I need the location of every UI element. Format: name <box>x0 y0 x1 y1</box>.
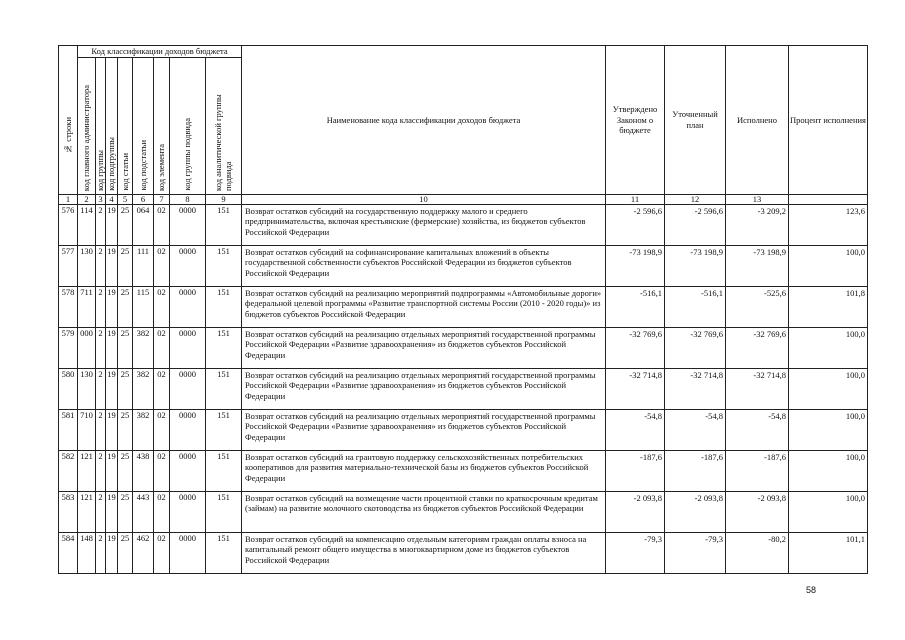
code-subtype-group: 0000 <box>170 286 206 327</box>
code-admin: 114 <box>78 204 96 245</box>
code-group: 2 <box>96 491 106 532</box>
percent-executed: 100,0 <box>789 368 868 409</box>
executed-amount: -3 209,2 <box>726 204 789 245</box>
code-subarticle: 064 <box>133 204 154 245</box>
approved-amount: -2 093,8 <box>606 491 665 532</box>
code-subarticle: 462 <box>133 532 154 573</box>
code-admin: 711 <box>78 286 96 327</box>
row-number: 577 <box>59 245 78 286</box>
code-article: 25 <box>118 532 133 573</box>
refined-amount: -32 714,8 <box>665 368 726 409</box>
code-group: 2 <box>96 532 106 573</box>
code-subtype-group: 0000 <box>170 409 206 450</box>
code-subtype-group: 0000 <box>170 532 206 573</box>
approved-amount: -516,1 <box>606 286 665 327</box>
header-code-admin: код главного администратора <box>78 57 96 194</box>
column-number-row <box>59 194 868 204</box>
code-article: 25 <box>118 409 133 450</box>
budget-revenue-table <box>58 45 868 574</box>
code-subgroup: 19 <box>106 450 118 491</box>
executed-amount: -32 769,6 <box>726 327 789 368</box>
column-number: 4 <box>106 194 118 204</box>
code-subarticle: 382 <box>133 368 154 409</box>
percent-executed: 123,6 <box>789 204 868 245</box>
revenue-name: Возврат остатков субсидий на реализацию отдельных мероприятий государственной программы Российской Федерации «Развитие здравоохранения» из бюджетов субъектов Российской Федерации <box>242 409 606 450</box>
code-group: 2 <box>96 204 106 245</box>
column-number: 8 <box>170 194 206 204</box>
code-subtype-group: 0000 <box>170 491 206 532</box>
column-number: 9 <box>206 194 242 204</box>
column-number: 13 <box>726 194 789 204</box>
executed-amount: -525,6 <box>726 286 789 327</box>
code-analytic-group: 151 <box>206 245 242 286</box>
revenue-name: Возврат остатков субсидий на реализацию отдельных мероприятий государственной программы Российской Федерации «Развитие здравоохранения» из бюджетов субъектов Российской Федерации <box>242 327 606 368</box>
column-number: 12 <box>665 194 726 204</box>
code-analytic-group: 151 <box>206 204 242 245</box>
code-subarticle: 111 <box>133 245 154 286</box>
row-number: 581 <box>59 409 78 450</box>
header-code-subtype-group: код группы подвида <box>170 57 206 194</box>
code-group: 2 <box>96 245 106 286</box>
table-row <box>59 491 868 532</box>
refined-amount: -516,1 <box>665 286 726 327</box>
header-code-subarticle: код подстатьи <box>133 57 154 194</box>
row-number: 584 <box>59 532 78 573</box>
row-number: 582 <box>59 450 78 491</box>
column-number: 6 <box>133 194 154 204</box>
code-admin: 710 <box>78 409 96 450</box>
revenue-name: Возврат остатков субсидий на реализацию мероприятий подпрограммы «Автомобильные дороги» федеральной целевой программы «Развитие транспортной системы России (2010 - 2020 годы)» из бюджетов субъектов Российской Федерации <box>242 286 606 327</box>
code-admin: 000 <box>78 327 96 368</box>
code-article: 25 <box>118 491 133 532</box>
code-group: 2 <box>96 286 106 327</box>
column-number: 1 <box>59 194 78 204</box>
header-code-element: код элемента <box>154 57 170 194</box>
code-subgroup: 19 <box>106 286 118 327</box>
refined-amount: -54,8 <box>665 409 726 450</box>
code-subarticle: 115 <box>133 286 154 327</box>
code-analytic-group: 151 <box>206 409 242 450</box>
revenue-name: Возврат остатков субсидий на софинансирование капитальных вложений в объекты государственной собственности субъектов Российской Федерации из бюджетов субъектов Российской Федерации <box>242 245 606 286</box>
code-subgroup: 19 <box>106 409 118 450</box>
code-element: 02 <box>154 491 170 532</box>
code-article: 25 <box>118 245 133 286</box>
code-subtype-group: 0000 <box>170 327 206 368</box>
code-subtype-group: 0000 <box>170 204 206 245</box>
column-number <box>789 194 868 204</box>
percent-executed: 100,0 <box>789 245 868 286</box>
revenue-name: Возврат остатков субсидий на компенсацию отдельным категориям граждан оплаты взноса на капитальный ремонт общего имущества в многоквартирном доме из бюджетов субъектов Российской Федерации <box>242 532 606 573</box>
refined-amount: -187,6 <box>665 450 726 491</box>
column-number: 5 <box>118 194 133 204</box>
code-subtype-group: 0000 <box>170 450 206 491</box>
code-article: 25 <box>118 327 133 368</box>
executed-amount: -2 093,8 <box>726 491 789 532</box>
code-element: 02 <box>154 204 170 245</box>
header-row-number: № строки <box>59 46 78 195</box>
approved-amount: -2 596,6 <box>606 204 665 245</box>
refined-amount: -73 198,9 <box>665 245 726 286</box>
table-row <box>59 286 868 327</box>
row-number: 578 <box>59 286 78 327</box>
header-code-group: код группы <box>96 57 106 194</box>
code-admin: 130 <box>78 245 96 286</box>
code-subarticle: 382 <box>133 327 154 368</box>
header-percent: Процент исполнения <box>789 46 868 195</box>
column-number: 7 <box>154 194 170 204</box>
percent-executed: 100,0 <box>789 450 868 491</box>
code-element: 02 <box>154 245 170 286</box>
column-number: 3 <box>96 194 106 204</box>
code-subarticle: 443 <box>133 491 154 532</box>
code-subtype-group: 0000 <box>170 245 206 286</box>
code-analytic-group: 151 <box>206 532 242 573</box>
code-article: 25 <box>118 368 133 409</box>
header-refined: Уточненный план <box>665 46 726 195</box>
table-row <box>59 245 868 286</box>
code-subarticle: 438 <box>133 450 154 491</box>
percent-executed: 101,1 <box>789 532 868 573</box>
code-subgroup: 19 <box>106 327 118 368</box>
column-number: 2 <box>78 194 96 204</box>
approved-amount: -32 714,8 <box>606 368 665 409</box>
percent-executed: 101,8 <box>789 286 868 327</box>
header-code-article: код статьи <box>118 57 133 194</box>
code-analytic-group: 151 <box>206 368 242 409</box>
code-subgroup: 19 <box>106 491 118 532</box>
table-row <box>59 450 868 491</box>
code-group: 2 <box>96 368 106 409</box>
refined-amount: -2 093,8 <box>665 491 726 532</box>
approved-amount: -54,8 <box>606 409 665 450</box>
refined-amount: -2 596,6 <box>665 204 726 245</box>
refined-amount: -32 769,6 <box>665 327 726 368</box>
approved-amount: -32 769,6 <box>606 327 665 368</box>
code-element: 02 <box>154 450 170 491</box>
header-code-subgroup: код подгруппы <box>106 57 118 194</box>
percent-executed: 100,0 <box>789 491 868 532</box>
code-article: 25 <box>118 286 133 327</box>
revenue-name: Возврат остатков субсидий на государственную поддержку малого и среднего предпринимательства, включая крестьянские (фермерские) хозяйства, из бюджетов субъектов Российской Федерации <box>242 204 606 245</box>
header-code-analytic-group: код аналитической группы подвида <box>206 57 242 194</box>
code-subgroup: 19 <box>106 532 118 573</box>
code-element: 02 <box>154 368 170 409</box>
code-element: 02 <box>154 532 170 573</box>
revenue-name: Возврат остатков субсидий на реализацию отдельных мероприятий государственной программы Российской Федерации «Развитие здравоохранения» из бюджетов субъектов Российской Федерации <box>242 368 606 409</box>
table-row <box>59 409 868 450</box>
approved-amount: -187,6 <box>606 450 665 491</box>
code-group: 2 <box>96 327 106 368</box>
code-analytic-group: 151 <box>206 450 242 491</box>
refined-amount: -79,3 <box>665 532 726 573</box>
header-name: Наименование кода классификации доходов бюджета <box>242 46 606 195</box>
executed-amount: -80,2 <box>726 532 789 573</box>
executed-amount: -187,6 <box>726 450 789 491</box>
code-admin: 121 <box>78 491 96 532</box>
table-body <box>59 204 868 573</box>
column-number: 11 <box>606 194 665 204</box>
code-subgroup: 19 <box>106 368 118 409</box>
code-admin: 130 <box>78 368 96 409</box>
approved-amount: -79,3 <box>606 532 665 573</box>
executed-amount: -32 714,8 <box>726 368 789 409</box>
row-number: 580 <box>59 368 78 409</box>
approved-amount: -73 198,9 <box>606 245 665 286</box>
table-row <box>59 327 868 368</box>
table-row <box>59 204 868 245</box>
code-analytic-group: 151 <box>206 327 242 368</box>
percent-executed: 100,0 <box>789 327 868 368</box>
code-subarticle: 382 <box>133 409 154 450</box>
code-article: 25 <box>118 204 133 245</box>
code-subgroup: 19 <box>106 245 118 286</box>
code-element: 02 <box>154 286 170 327</box>
table-row <box>59 532 868 573</box>
code-subtype-group: 0000 <box>170 368 206 409</box>
code-admin: 148 <box>78 532 96 573</box>
revenue-name: Возврат остатков субсидий на возмещение части процентной ставки по краткосрочным кредитам (займам) на развитие молочного скотоводства из бюджетов субъектов Российской Федерации <box>242 491 606 532</box>
code-analytic-group: 151 <box>206 286 242 327</box>
header-classification-group: Код классификации доходов бюджета <box>78 46 242 58</box>
page-number: 58 <box>806 585 817 595</box>
code-article: 25 <box>118 450 133 491</box>
row-number: 579 <box>59 327 78 368</box>
header-approved: Утверждено Законом о бюджете <box>606 46 665 195</box>
code-element: 02 <box>154 327 170 368</box>
column-number: 10 <box>242 194 606 204</box>
table-row <box>59 368 868 409</box>
executed-amount: -73 198,9 <box>726 245 789 286</box>
code-element: 02 <box>154 409 170 450</box>
row-number: 576 <box>59 204 78 245</box>
row-number: 583 <box>59 491 78 532</box>
code-subgroup: 19 <box>106 204 118 245</box>
revenue-name: Возврат остатков субсидий на грантовую поддержку сельскохозяйственных потребительских кооперативов для развития материально-технической базы из бюджетов субъектов Российской Федерации <box>242 450 606 491</box>
code-admin: 121 <box>78 450 96 491</box>
percent-executed: 100,0 <box>789 409 868 450</box>
code-group: 2 <box>96 409 106 450</box>
code-analytic-group: 151 <box>206 491 242 532</box>
code-group: 2 <box>96 450 106 491</box>
header-executed: Исполнено <box>726 46 789 195</box>
executed-amount: -54,8 <box>726 409 789 450</box>
